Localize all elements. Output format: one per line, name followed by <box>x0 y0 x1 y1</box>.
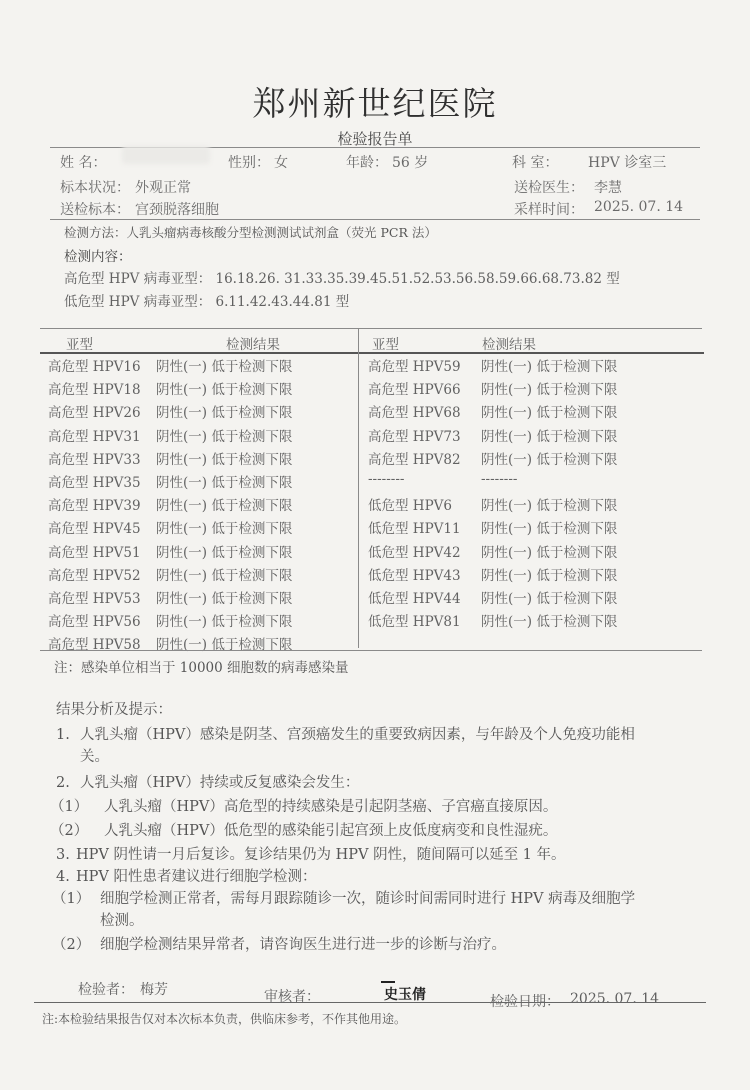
method-text: 检测方法：人乳头瘤病毒核酸分型检测测试试剂盒（荧光 PCR 法） <box>64 225 437 240</box>
table-cell-result: 阴性(一) 低于检测下限 <box>156 405 293 422</box>
table-cell-result: 阴性(一) 低于检测下限 <box>481 544 618 561</box>
sample-time-label: 采样时间： <box>514 202 584 218</box>
hospital-name: 郑州新世纪医院 <box>252 84 498 123</box>
item-number: （2） <box>50 823 89 839</box>
table-cell-subtype: 低危型 HPV44 <box>368 591 461 607</box>
table-cell-subtype: 低危型 HPV43 <box>368 567 461 584</box>
item-number: 2. <box>56 775 70 791</box>
table-cell-subtype: -------- <box>368 471 405 487</box>
analysis-item-2-2: 人乳头瘤（HPV）低危型的感染能引起宫颈上皮低度病变和良性湿疣。 <box>104 823 558 839</box>
table-cell-subtype: 高危型 HPV59 <box>368 359 461 375</box>
header-subtype-right: 亚型 <box>372 337 399 353</box>
divider <box>50 219 700 220</box>
signature-mark <box>381 981 395 983</box>
table-cell-subtype: 高危型 HPV73 <box>368 428 461 445</box>
item-number: （1） <box>50 799 89 815</box>
table-cell-result: 阴性(一) 低于检测下限 <box>481 428 618 445</box>
table-cell-result: 阴性(一) 低于检测下限 <box>481 382 618 399</box>
analysis-item-2: 人乳头瘤（HPV）持续或反复感染会发生： <box>80 775 360 791</box>
specimen-status-label: 标本状况： <box>60 180 130 196</box>
doctor-label: 送检医生： <box>514 180 584 196</box>
table-cell-subtype: 高危型 HPV51 <box>48 544 141 561</box>
dept-value: HPV 诊室三 <box>588 155 667 171</box>
table-cell-result: 阴性(一) 低于检测下限 <box>156 428 293 445</box>
table-cell-subtype: 高危型 HPV82 <box>368 451 461 468</box>
table-cell-result: 阴性(一) 低于检测下限 <box>481 451 618 468</box>
header-result-right: 检测结果 <box>482 337 536 353</box>
table-note: 注：感染单位相当于 10000 细胞数的病毒感染量 <box>54 660 349 676</box>
table-cell-result: 阴性(一) 低于检测下限 <box>156 544 293 561</box>
analysis-heading: 结果分析及提示： <box>56 702 172 718</box>
specimen-label: 送检标本： <box>60 202 130 218</box>
table-header-rule <box>40 352 704 354</box>
item-number: （2） <box>52 937 91 953</box>
reviewer-label: 审核者： <box>264 989 320 1005</box>
age-value: 56 岁 <box>392 155 429 171</box>
analysis-item-4-2: 细胞学检测结果异常者，请咨询医生进行进一步的诊断与治疗。 <box>100 937 506 953</box>
gender-value: 女 <box>274 155 288 171</box>
analysis-item-1-cont: 关。 <box>80 749 109 765</box>
specimen-status-value: 外观正常 <box>135 180 191 196</box>
name-label: 姓 名： <box>60 155 107 171</box>
table-cell-result: 阴性(一) 低于检测下限 <box>481 521 618 538</box>
report-title: 检验报告单 <box>337 130 413 148</box>
table-column-divider <box>358 328 359 648</box>
table-bottom-rule <box>40 650 702 651</box>
header-result-left: 检测结果 <box>226 337 280 353</box>
table-cell-result: 阴性(一) 低于检测下限 <box>156 591 293 607</box>
tester-label: 检验者： <box>78 982 134 998</box>
table-cell-result: 阴性(一) 低于检测下限 <box>156 614 293 631</box>
table-cell-result: 阴性(一) 低于检测下限 <box>156 637 293 654</box>
table-cell-result: 阴性(一) 低于检测下限 <box>156 498 293 515</box>
reviewer-signature: 史玉倩 <box>384 987 426 1003</box>
table-cell-subtype: 高危型 HPV39 <box>48 498 141 515</box>
analysis-item-3: HPV 阴性请一月后复诊。复诊结果仍为 HPV 阴性，随间隔可以延至 1 年。 <box>76 847 566 863</box>
table-cell-subtype: 高危型 HPV68 <box>368 405 461 422</box>
table-cell-subtype: 高危型 HPV52 <box>48 567 141 584</box>
content-label: 检测内容： <box>64 249 132 265</box>
table-cell-subtype: 高危型 HPV33 <box>48 451 141 468</box>
table-cell-subtype: 高危型 HPV18 <box>48 382 141 399</box>
table-cell-subtype: 高危型 HPV16 <box>48 359 141 375</box>
table-cell-result: 阴性(一) 低于检测下限 <box>481 359 618 375</box>
table-cell-subtype: 高危型 HPV45 <box>48 521 141 538</box>
table-cell-result: 阴性(一) 低于检测下限 <box>481 567 618 584</box>
specimen-value: 宫颈脱落细胞 <box>135 202 219 218</box>
item-number: 3. <box>56 847 70 863</box>
analysis-item-4-1-cont: 检测。 <box>100 913 144 929</box>
date-label: 检验日期： <box>490 994 560 1010</box>
table-cell-result: 阴性(一) 低于检测下限 <box>156 521 293 538</box>
analysis-item-4: HPV 阳性患者建议进行细胞学检测： <box>76 869 317 885</box>
sample-time-value: 2025. 07. 14 <box>594 199 684 215</box>
table-cell-result: 阴性(一) 低于检测下限 <box>156 359 293 375</box>
table-cell-subtype: 低危型 HPV11 <box>368 521 461 538</box>
footer-rule <box>34 1002 706 1003</box>
dept-label: 科 室： <box>512 155 559 171</box>
table-cell-subtype: 高危型 HPV26 <box>48 405 141 422</box>
table-cell-subtype: 高危型 HPV66 <box>368 382 461 399</box>
low-risk-types: 低危型 HPV 病毒亚型： 6.11.42.43.44.81 型 <box>64 294 350 310</box>
redacted-name <box>122 146 210 164</box>
analysis-item-1: 人乳头瘤（HPV）感染是阴茎、宫颈癌发生的重要致病因素，与年龄及个人免疫功能相 <box>80 727 635 743</box>
table-cell-result: 阴性(一) 低于检测下限 <box>156 567 293 584</box>
table-cell-result: 阴性(一) 低于检测下限 <box>156 382 293 399</box>
table-cell-result: -------- <box>481 471 518 487</box>
table-cell-result: 阴性(一) 低于检测下限 <box>481 498 618 515</box>
high-risk-types: 高危型 HPV 病毒亚型： 16.18.26. 31.33.35.39.45.51.52.53.56.58.59.66.68.73.82 型 <box>64 271 620 287</box>
header-subtype-left: 亚型 <box>66 337 93 353</box>
item-number: 1. <box>56 727 70 743</box>
table-cell-subtype: 高危型 HPV58 <box>48 637 141 654</box>
tester-name: 梅芳 <box>140 982 168 998</box>
table-cell-subtype: 低危型 HPV81 <box>368 614 461 631</box>
gender-label: 性别： <box>228 155 270 171</box>
doctor-value: 李慧 <box>594 180 622 196</box>
table-cell-subtype: 高危型 HPV35 <box>48 475 141 491</box>
date-value: 2025. 07. 14 <box>570 991 660 1007</box>
table-cell-result: 阴性(一) 低于检测下限 <box>156 451 293 468</box>
table-cell-subtype: 低危型 HPV6 <box>368 498 452 515</box>
table-cell-result: 阴性(一) 低于检测下限 <box>156 475 293 491</box>
age-label: 年龄： <box>346 155 388 171</box>
table-cell-result: 阴性(一) 低于检测下限 <box>481 614 618 631</box>
table-cell-subtype: 低危型 HPV42 <box>368 544 461 561</box>
table-top-rule <box>40 328 702 329</box>
table-cell-subtype: 高危型 HPV53 <box>48 591 141 607</box>
table-cell-subtype: 高危型 HPV56 <box>48 614 141 631</box>
disclaimer: 注:本检验结果报告仅对本次标本负责，供临床参考，不作其他用途。 <box>42 1012 407 1026</box>
item-number: （1） <box>52 891 91 907</box>
table-cell-subtype: 高危型 HPV31 <box>48 428 141 445</box>
analysis-item-2-1: 人乳头瘤（HPV）高危型的持续感染是引起阴茎癌、子宫癌直接原因。 <box>104 799 558 815</box>
table-cell-result: 阴性(一) 低于检测下限 <box>481 405 618 422</box>
table-cell-result: 阴性(一) 低于检测下限 <box>481 591 618 607</box>
item-number: 4. <box>56 869 70 885</box>
analysis-item-4-1: 细胞学检测正常者，需每月跟踪随诊一次，随诊时间需同时进行 HPV 病毒及细胞学 <box>100 891 636 907</box>
